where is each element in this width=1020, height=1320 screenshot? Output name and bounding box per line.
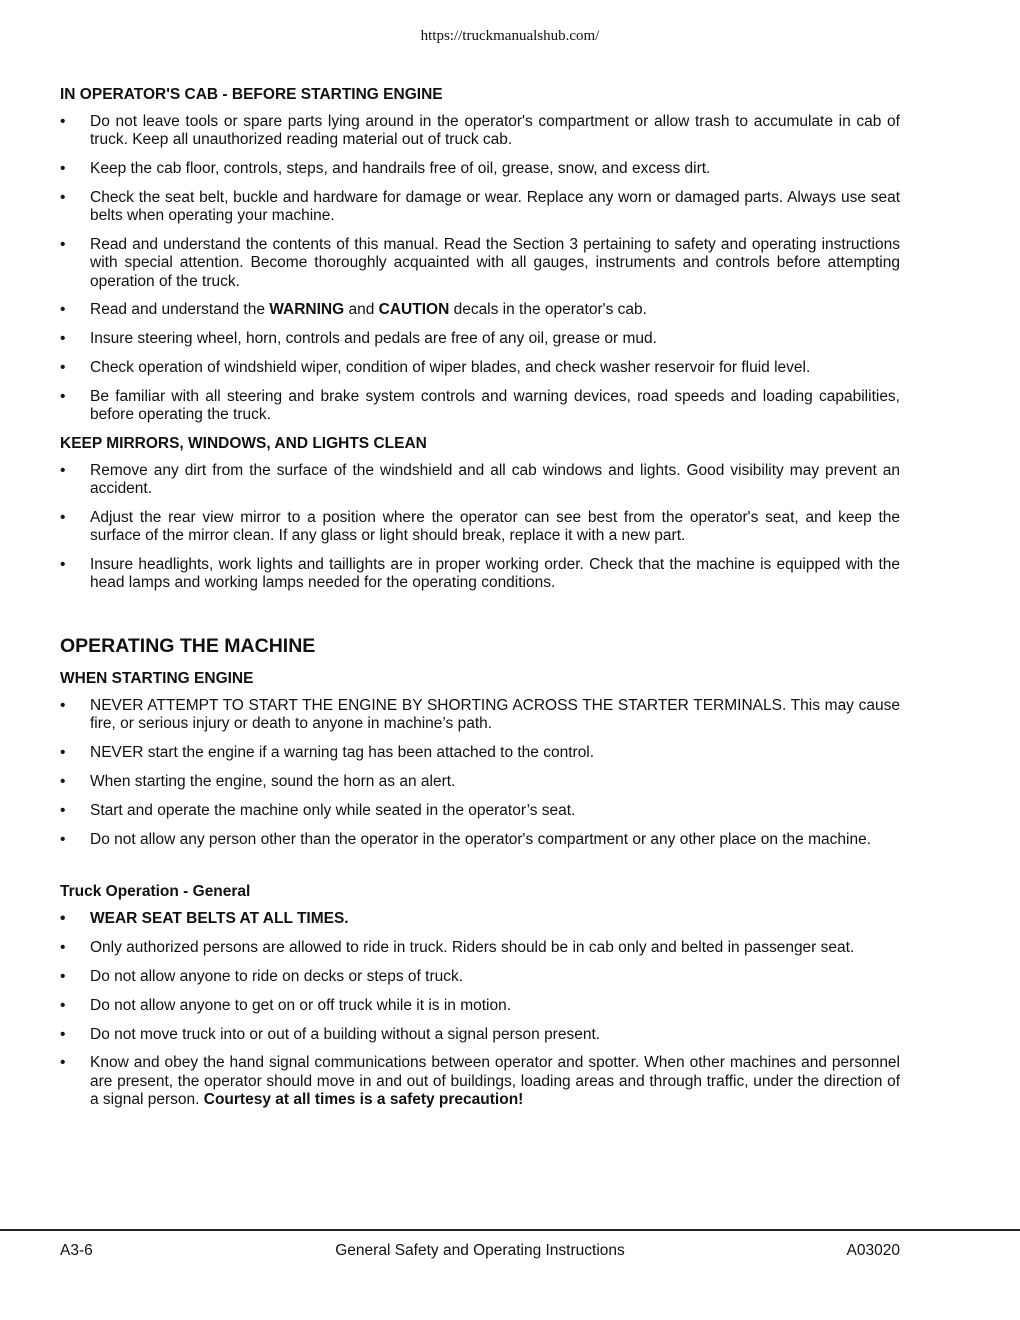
list-item: • Do not allow anyone to ride on decks or steps of truck. <box>60 968 900 986</box>
list-item: • Check the seat belt, buckle and hardware for damage or wear. Replace any worn or damaged parts. Always use seat belts when operating your machine. <box>60 189 900 226</box>
page-number: A3-6 <box>60 1242 93 1259</box>
list-mirrors <box>60 462 900 593</box>
list-item: • Do not leave tools or spare parts lying around in the operator's compartment or allow trash to accumulate in cab of truck. Keep all unauthorized reading material out of truck cab. <box>60 113 900 150</box>
list-item-seat-belts: • WEAR SEAT BELTS AT ALL TIMES. <box>60 910 900 928</box>
list-item: • NEVER ATTEMPT TO START THE ENGINE BY SHORTING ACROSS THE STARTER TERMINALS. This may cause fire, or serious injury or death to anyone in machine’s path. <box>60 697 900 734</box>
list-cab <box>60 113 900 424</box>
list-item-signals <box>60 1054 900 1109</box>
list-item: • Do not allow any person other than the operator in the operator's compartment or any other place on the machine. <box>60 831 900 849</box>
document-code: A03020 <box>846 1242 900 1259</box>
list-starting-engine <box>60 697 900 849</box>
decals-prefix: Read and understand the <box>90 301 270 319</box>
list-item: • NEVER start the engine if a warning tag has been attached to the control. <box>60 744 900 762</box>
spacer <box>60 603 900 635</box>
decals-suffix: decals in the operator's cab. <box>449 301 647 319</box>
list-item: • Be familiar with all steering and brake system controls and warning devices, road speeds and loading capabilities, before operating the truck. <box>60 388 900 425</box>
list-truck-operation <box>60 910 900 1109</box>
list-item: • Insure steering wheel, horn, controls and pedals are free of any oil, grease or mud. <box>60 330 900 348</box>
heading-mirrors: KEEP MIRRORS, WINDOWS, AND LIGHTS CLEAN <box>60 434 427 452</box>
courtesy-text: Courtesy at all times is a safety precaution! <box>203 1091 524 1108</box>
decals-and: and <box>344 301 379 319</box>
list-item-decals <box>60 301 900 319</box>
section-title-operating: OPERATING THE MACHINE <box>60 635 316 658</box>
source-url[interactable]: https://truckmanualshub.com/ <box>420 28 600 44</box>
warning-label: WARNING <box>269 301 345 319</box>
footer-divider <box>0 1229 1020 1231</box>
spacer <box>60 859 900 883</box>
caution-label: CAUTION <box>378 301 450 319</box>
list-item: • When starting the engine, sound the horn as an alert. <box>60 773 900 791</box>
page-content <box>60 86 900 1120</box>
heading-starting-engine: WHEN STARTING ENGINE <box>60 670 254 688</box>
list-item: • Start and operate the machine only while seated in the operator’s seat. <box>60 802 900 820</box>
list-item: • Insure headlights, work lights and taillights are in proper working order. Check that the machine is equipped with the head lamps and working lamps needed for the operating conditions. <box>60 556 900 593</box>
signals-text: Know and obey the hand signal communications between operator and spotter. When other machines and personnel are present, the operator should move in and out of buildings, loading areas and through traffic, under the direction of a signal person. <box>90 1054 900 1108</box>
list-item: • Only authorized persons are allowed to ride in truck. Riders should be in cab only and belted in passenger seat. <box>60 939 900 957</box>
heading-truck-operation: Truck Operation - General <box>60 883 251 901</box>
list-item: • Read and understand the contents of this manual. Read the Section 3 pertaining to safety and operating instructions with special attention. Become thoroughly acquainted with all gauges, instruments and controls before attempting operation of the truck. <box>60 236 900 291</box>
list-item: • Do not allow anyone to get on or off truck while it is in motion. <box>60 997 900 1015</box>
footer-title: General Safety and Operating Instructions <box>335 1242 625 1259</box>
list-item: • Do not move truck into or out of a building without a signal person present. <box>60 1026 900 1044</box>
list-item: • Remove any dirt from the surface of the windshield and all cab windows and lights. Good visibility may prevent an accident. <box>60 462 900 499</box>
list-item: • Keep the cab floor, controls, steps, and handrails free of oil, grease, snow, and excess dirt. <box>60 160 900 178</box>
heading-cab: IN OPERATOR'S CAB - BEFORE STARTING ENGINE <box>60 86 443 103</box>
list-item: • Check operation of windshield wiper, condition of wiper blades, and check washer reservoir for fluid level. <box>60 359 900 377</box>
list-item: • Adjust the rear view mirror to a position where the operator can see best from the operator's seat, and keep the surface of the mirror clean. If any glass or light should break, replace it with a new part. <box>60 509 900 546</box>
